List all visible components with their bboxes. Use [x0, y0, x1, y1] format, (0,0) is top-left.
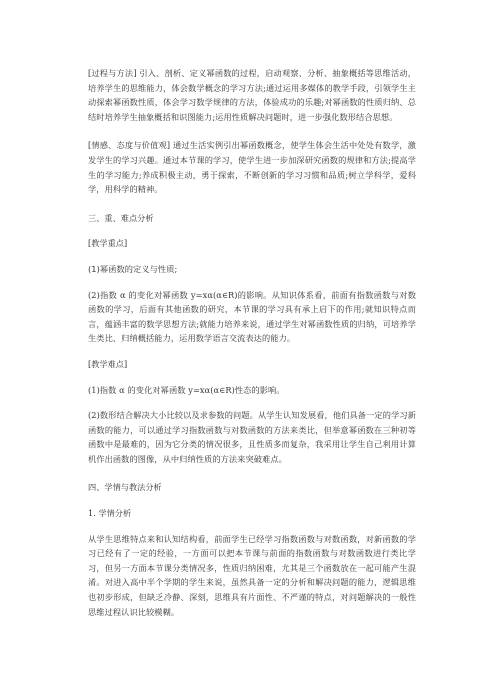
- process-method-paragraph: [过程与方法] 引入、剖析、定义幂函数的过程，启动观察、分析、抽象概括等思维活动，培养学生的思维能力，体会数学概念的学习方法;通过运用多媒体的教学手段，引领学生主动探索幂函数性质，体会学习数学规律的方法，体验成功的乐趣;对幂函数的性质归纳、总结时培养学生抽象概括和识图能力;运用性质解决问题时，进一步强化数形结合思想。: [88, 68, 416, 122]
- section-heading-key-difficult: 三、重、难点分析: [88, 212, 154, 223]
- key-point-1: (1)幂函数的定义与性质;: [88, 263, 178, 274]
- teaching-key-points-heading: [教学重点]: [88, 238, 128, 249]
- emotion-attitude-paragraph: [情感、态度与价值观] 通过生活实例引出幂函数概念，使学生体会生活中处处有数学，激发学生的学习兴趣。通过本节课的学习，使学生进一步加深研究函数的规律和方法;提高学生的学习能力;养成积极主动，勇于探索，不断创新的学习习惯和品质;树立学科学，爱科学，用科学的精神。: [88, 140, 416, 195]
- key-point-2: (2)指数 α 的变化对幂函数 y=xα(α∈R)的影响。从知识体系看，前面有指数函数与对数函数的学习，后面有其他函数的研究，本节课的学习具有承上启下的作用;就知识特点而言，蕴涵丰富的数学思想方法;就能力培养来说，通过学生对幂函数性质的归纳，可培养学生类比、归纳概括能力，运用数学语言交流表达的能力。: [88, 289, 416, 344]
- teaching-difficulties-heading: [教学难点]: [88, 358, 128, 369]
- section-heading-learning-teaching: 四、学情与教法分析: [88, 482, 162, 493]
- subsection-heading-learning-analysis: 1. 学情分析: [88, 508, 132, 519]
- document-page: [88, 66, 416, 619]
- difficulty-1: (1)指数 α 的变化对幂函数 y=xα(α∈R)性态的影响。: [88, 384, 285, 395]
- learning-analysis-paragraph: 从学生思维特点来和认知结构看，前面学生已经学习指数函数与对数函数，对新函数的学习已经有了一定的经验，一方面可以把本节课与前面的指数函数与对数函数进行类比学习，但另一方面本节课分类情况多，性质归纳困难，尤其是三个函数放在一起可能产生混淆。对进入高中半个学期的学生来说，虽然具备一定的分析和解决问题的能力，逻辑思维也初步形成，但缺乏冷静、深刻，思维具有片面性、不严谨的特点，对问题解决的一般性思维过程认识比较模糊。: [88, 533, 416, 617]
- difficulty-2: (2)数形结合解决大小比较以及求参数的问题。从学生认知发展看，他们具备一定的学习新函数的能力，可以通过学习指数函数与对数函数的方法来类比，但举意幂函数在三种初等函数中是最难的，因为它分类的情况很多，且性质多而复杂，我采用让学生自己利用计算机作出函数的图像，从中归纳性质的方法来突破难点。: [88, 410, 416, 464]
